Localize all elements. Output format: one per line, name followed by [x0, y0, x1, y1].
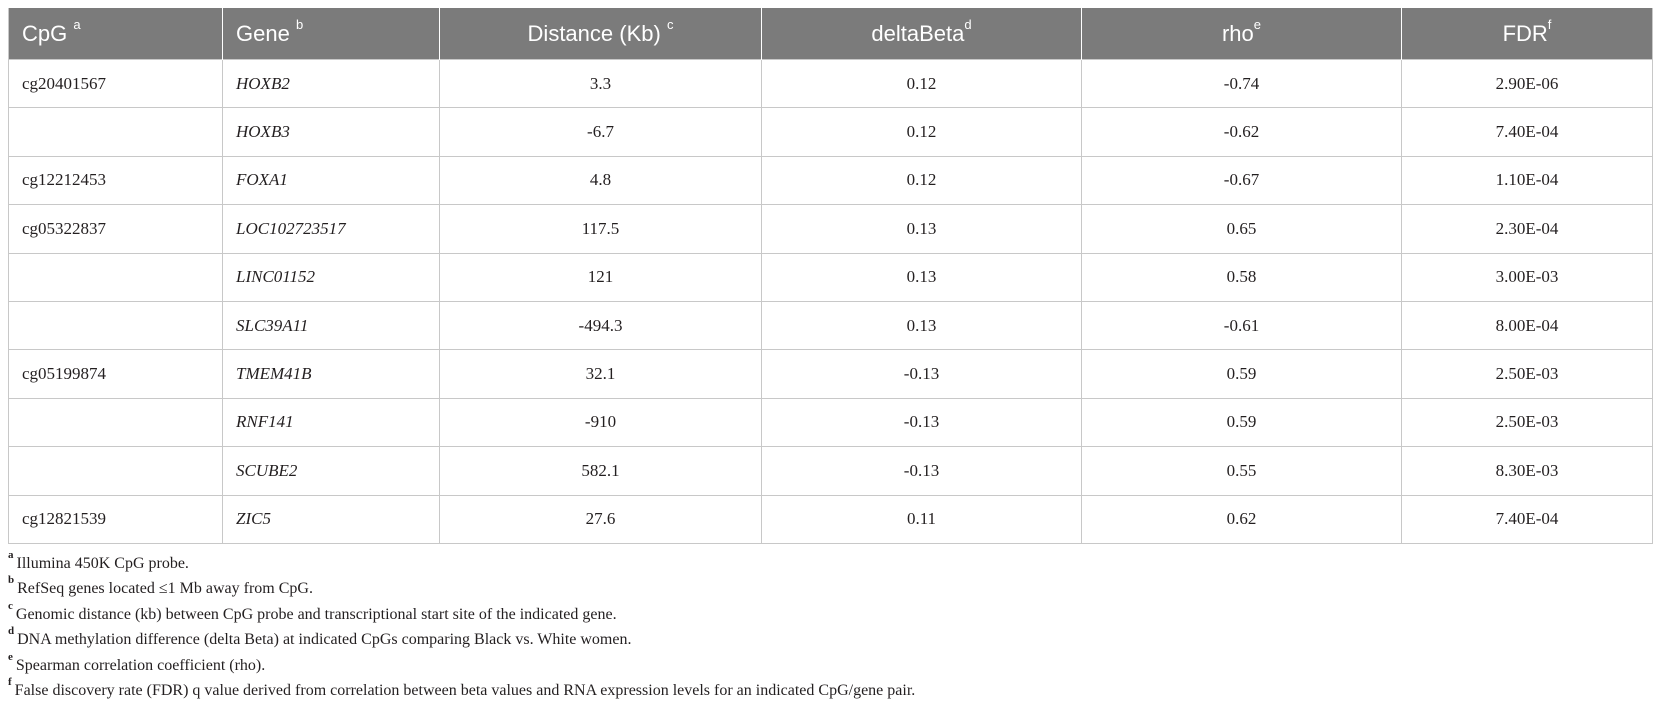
cell-rho: 0.59: [1082, 350, 1402, 398]
cell-deltabeta: 0.13: [762, 301, 1082, 349]
footnote: [8, 678, 1452, 704]
header-cpg: [9, 8, 223, 60]
header-row: [9, 8, 1653, 60]
cell-rho: -0.62: [1082, 108, 1402, 156]
header-rho: [1082, 8, 1402, 60]
cell-deltabeta: -0.13: [762, 398, 1082, 446]
cell-cpg: [9, 447, 223, 495]
header-label: deltaBeta: [871, 20, 965, 46]
cell-deltabeta: 0.12: [762, 156, 1082, 204]
cpg-gene-correlation-table: [8, 8, 1653, 544]
footnote: [8, 599, 1452, 628]
footnote: [8, 650, 1452, 679]
cell-distance: 3.3: [440, 60, 762, 108]
footnote-mark: c: [8, 599, 13, 612]
header-label: Gene: [236, 20, 290, 46]
footnote-mark: f: [8, 676, 12, 689]
table-row: [9, 398, 1653, 446]
cell-fdr: 7.40E-04: [1402, 108, 1653, 156]
footnote-mark: a: [73, 17, 81, 33]
cell-distance: 27.6: [440, 495, 762, 543]
cell-cpg: [9, 301, 223, 349]
cell-fdr: 7.40E-04: [1402, 495, 1653, 543]
footnote-text: Genomic distance (kb) between CpG probe and transcriptional start site of the indicated gene.: [15, 605, 617, 623]
table-row: [9, 108, 1653, 156]
header-deltabeta: [762, 8, 1082, 60]
cell-gene: RNF141: [223, 398, 440, 446]
footnote-text: False discovery rate (FDR) q value derived from correlation between beta values and RNA expression levels for an indicated CpG/gene pair.: [14, 682, 916, 700]
cell-distance: 4.8: [440, 156, 762, 204]
cell-distance: 32.1: [440, 350, 762, 398]
cell-distance: -910: [440, 398, 762, 446]
cell-fdr: 8.30E-03: [1402, 447, 1653, 495]
cell-gene: LOC102723517: [223, 205, 440, 253]
cell-fdr: 2.90E-06: [1402, 60, 1653, 108]
cell-cpg: [9, 108, 223, 156]
cell-fdr: 3.00E-03: [1402, 253, 1653, 301]
cell-distance: 117.5: [440, 205, 762, 253]
cell-gene: HOXB3: [223, 108, 440, 156]
cell-rho: 0.59: [1082, 398, 1402, 446]
footnote-mark: a: [8, 548, 14, 561]
cell-rho: 0.58: [1082, 253, 1402, 301]
cell-rho: 0.55: [1082, 447, 1402, 495]
footnote-text: DNA methylation difference (delta Beta) at indicated CpGs comparing Black vs. White women.: [17, 631, 632, 649]
header-label: rho: [1221, 20, 1254, 46]
cell-deltabeta: 0.12: [762, 60, 1082, 108]
cell-gene: TMEM41B: [223, 350, 440, 398]
header-gene: [223, 8, 440, 60]
table-footnotes: [8, 548, 1452, 704]
header-fdr: [1402, 8, 1653, 60]
cell-rho: -0.74: [1082, 60, 1402, 108]
cell-rho: 0.62: [1082, 495, 1402, 543]
header-distance: [440, 8, 762, 60]
footnote: [8, 576, 1452, 602]
table-row: [9, 350, 1653, 398]
header-label: CpG: [22, 20, 68, 46]
footnote: [8, 627, 1452, 653]
footnote-mark: b: [295, 17, 304, 33]
cell-cpg: cg05322837: [9, 205, 223, 253]
cell-fdr: 2.30E-04: [1402, 205, 1653, 253]
cell-distance: 582.1: [440, 447, 762, 495]
cell-gene: HOXB2: [223, 60, 440, 108]
cell-cpg: cg12212453: [9, 156, 223, 204]
table-row: [9, 495, 1653, 543]
footnote-mark: d: [964, 17, 972, 33]
footnote-mark: c: [666, 17, 674, 33]
footnote-mark: d: [8, 625, 15, 638]
cell-rho: 0.65: [1082, 205, 1402, 253]
table-figure: [8, 8, 1559, 704]
footnote-mark: e: [1253, 17, 1262, 33]
table-row: [9, 301, 1653, 349]
cell-fdr: 2.50E-03: [1402, 398, 1653, 446]
cell-rho: -0.61: [1082, 301, 1402, 349]
header-label: FDR: [1502, 20, 1548, 46]
cell-rho: -0.67: [1082, 156, 1402, 204]
cell-deltabeta: 0.13: [762, 205, 1082, 253]
table-row: [9, 60, 1653, 108]
footnote-text: Illumina 450K CpG probe.: [16, 554, 189, 572]
cell-cpg: cg05199874: [9, 350, 223, 398]
footnote: [8, 548, 1452, 577]
header-label: Distance (Kb): [527, 20, 661, 46]
cell-fdr: 2.50E-03: [1402, 350, 1653, 398]
cell-deltabeta: -0.13: [762, 350, 1082, 398]
cell-cpg: cg20401567: [9, 60, 223, 108]
footnote-mark: f: [1547, 17, 1552, 33]
cell-gene: SCUBE2: [223, 447, 440, 495]
cell-gene: SLC39A11: [223, 301, 440, 349]
cell-gene: ZIC5: [223, 495, 440, 543]
cell-gene: FOXA1: [223, 156, 440, 204]
footnote-text: RefSeq genes located ≤1 Mb away from CpG.: [17, 580, 313, 598]
cell-fdr: 1.10E-04: [1402, 156, 1653, 204]
cell-fdr: 8.00E-04: [1402, 301, 1653, 349]
cell-cpg: [9, 398, 223, 446]
table-row: [9, 253, 1653, 301]
cell-deltabeta: -0.13: [762, 447, 1082, 495]
table-row: [9, 447, 1653, 495]
cell-gene: LINC01152: [223, 253, 440, 301]
cell-distance: -6.7: [440, 108, 762, 156]
cell-distance: 121: [440, 253, 762, 301]
table-row: [9, 156, 1653, 204]
cell-deltabeta: 0.12: [762, 108, 1082, 156]
footnote-text: Spearman correlation coefficient (rho).: [15, 656, 266, 674]
footnote-mark: e: [8, 650, 13, 663]
cell-cpg: cg12821539: [9, 495, 223, 543]
cell-cpg: [9, 253, 223, 301]
table-row: [9, 205, 1653, 253]
footnote-mark: b: [8, 574, 15, 587]
cell-deltabeta: 0.13: [762, 253, 1082, 301]
cell-distance: -494.3: [440, 301, 762, 349]
cell-deltabeta: 0.11: [762, 495, 1082, 543]
